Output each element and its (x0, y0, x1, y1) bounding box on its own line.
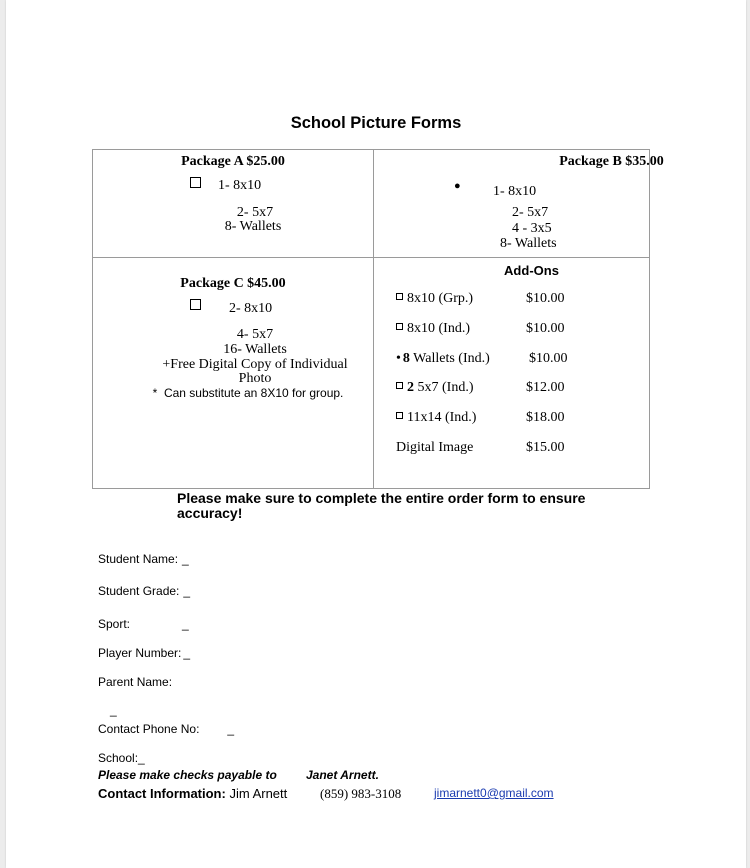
package-b-heading: Package B $35.00 (559, 154, 664, 169)
addon-price: $10.00 (526, 291, 565, 306)
package-a-cell (93, 150, 374, 258)
package-a-heading: Package A $25.00 (181, 154, 285, 169)
package-b-item: 8- Wallets (500, 236, 557, 251)
package-c-item: 16- Wallets (223, 342, 287, 357)
addon-row[interactable] (374, 321, 649, 337)
checks-payable-text: Please make checks payable to (98, 768, 277, 782)
document-page (6, 0, 746, 868)
package-a-item: 8- Wallets (224, 219, 282, 234)
addon-label: 8x10 (Grp.) (396, 291, 473, 307)
package-c-note-text: Can substitute an 8X10 for group. (163, 386, 344, 400)
addon-row[interactable] (374, 351, 649, 367)
package-c-item: 2- 8x10 (229, 301, 273, 316)
addons-cell (374, 258, 650, 489)
package-c-item: Photo (238, 371, 272, 386)
addon-label: 8x10 (Ind.) (396, 321, 470, 337)
parent-name-field[interactable]: Parent Name: (98, 675, 173, 689)
addons-heading: Add-Ons (504, 263, 559, 278)
contact-phone-field[interactable]: Contact Phone No: _ (98, 722, 235, 736)
square-bullet-icon (396, 293, 403, 300)
package-c-item: +Free Digital Copy of Individual (162, 357, 348, 372)
student-name-field[interactable]: Student Name: _ (98, 552, 189, 566)
payee-name: Janet Arnett. (306, 768, 379, 782)
sport-field[interactable]: Sport: _ (98, 617, 189, 631)
package-b-item: 1- 8x10 (493, 184, 537, 199)
bullet-icon: ● (454, 180, 461, 192)
addon-price: $12.00 (526, 380, 565, 395)
school-field[interactable]: School:_ (98, 751, 145, 765)
package-c-heading: Package C $45.00 (180, 276, 286, 291)
square-bullet-icon (396, 382, 403, 389)
addon-row[interactable] (374, 291, 649, 307)
package-c-cell (93, 258, 374, 489)
addon-label: 2 5x7 (Ind.) (396, 380, 474, 396)
addon-label: • 8 Wallets (Ind.) (396, 351, 490, 366)
package-c-checkbox[interactable] (190, 299, 201, 310)
dot-bullet-icon: • (396, 351, 401, 366)
package-a-checkbox[interactable] (190, 177, 201, 188)
package-c-note (93, 386, 373, 400)
contact-name: Jim Arnett (229, 786, 288, 801)
contact-label: Contact Information: (98, 786, 226, 801)
contact-info (98, 786, 287, 801)
packages-table (92, 149, 664, 489)
package-b-item: 2- 5x7 (512, 205, 549, 220)
square-bullet-icon (396, 412, 403, 419)
addon-label: Digital Image (396, 440, 474, 455)
square-bullet-icon (396, 323, 403, 330)
package-c-item: 4- 5x7 (236, 327, 274, 342)
contact-email-link[interactable]: jimarnett0@gmail.com (434, 786, 554, 800)
package-a-item: 1- 8x10 (218, 178, 262, 193)
addon-price: $10.00 (529, 351, 568, 366)
addon-row[interactable] (374, 380, 649, 396)
package-b-cell (374, 150, 664, 258)
student-grade-field[interactable]: Student Grade: _ (98, 584, 191, 598)
addon-price: $10.00 (526, 321, 565, 336)
addon-row[interactable] (374, 410, 649, 426)
addon-label: 11x14 (Ind.) (396, 410, 476, 426)
blank-line: _ (110, 703, 117, 717)
package-b-item: 4 - 3x5 (512, 221, 552, 236)
addon-price: $15.00 (526, 440, 565, 455)
contact-phone: (859) 983-3108 (320, 786, 402, 801)
addon-price: $18.00 (526, 410, 565, 425)
player-number-field[interactable]: Player Number: _ (98, 646, 191, 660)
asterisk-icon: * (152, 386, 158, 400)
addon-row[interactable] (374, 440, 649, 456)
package-a-item: 2- 5x7 (236, 205, 274, 220)
order-notice: Please make sure to complete the entire order form to ensure accuracy! (177, 490, 586, 521)
page-title: School Picture Forms (290, 114, 462, 132)
